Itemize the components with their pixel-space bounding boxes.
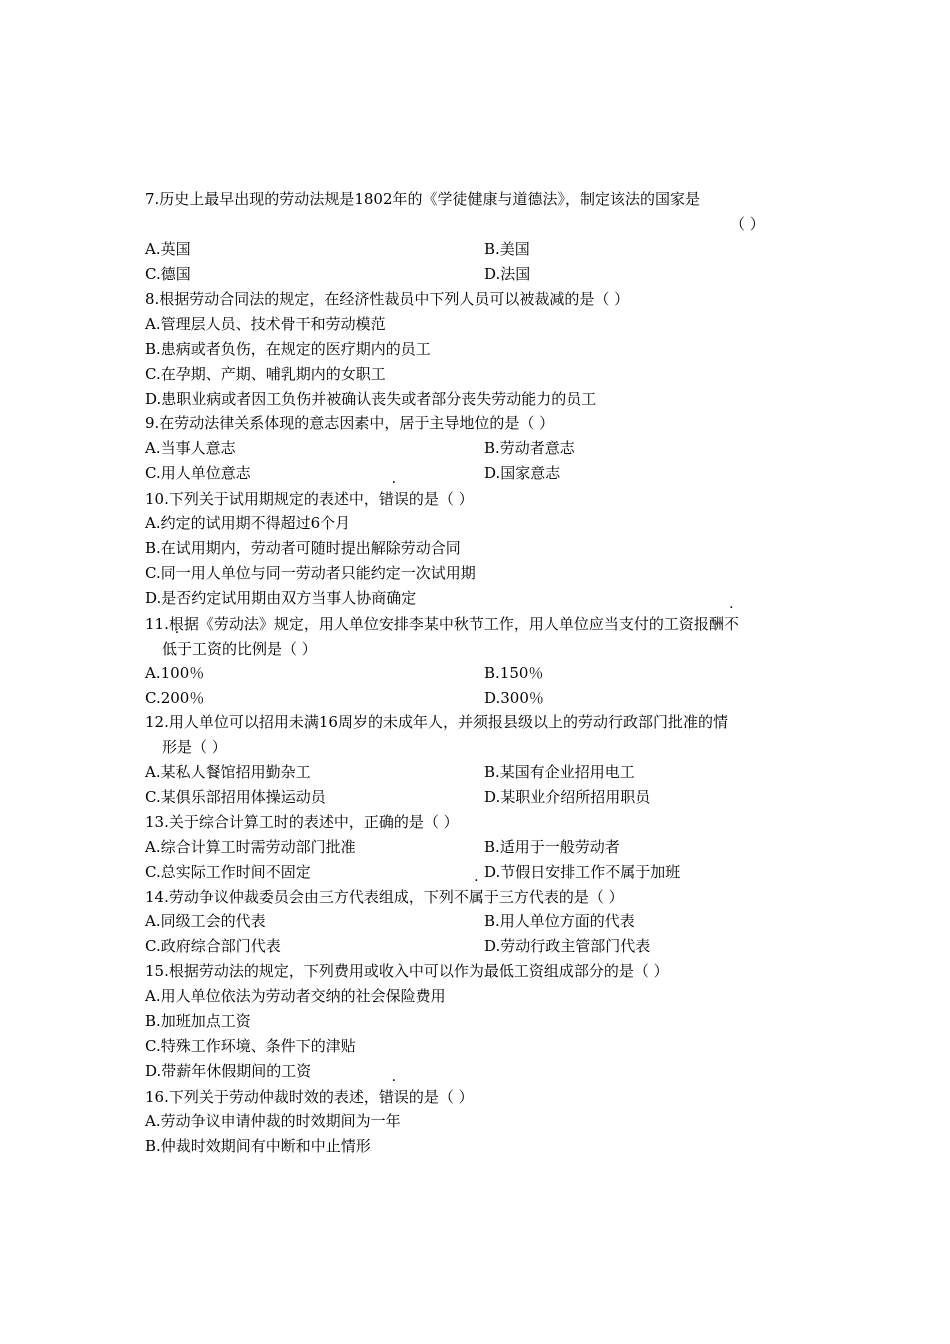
q11-stem-text: 11.根据《劳动法》规定，用人单位安排李某中秋节工作，用人单位应当支付的工资报酬 <box>145 615 724 633</box>
q7-answer-paren: （ ） <box>730 215 765 233</box>
q12-option-c: C.某俱乐部招用体操运动员 <box>145 788 326 806</box>
q16-stem <box>145 1087 474 1107</box>
q15-option-b: B.加班加点工资 <box>145 1012 251 1030</box>
q14-stem <box>145 887 624 907</box>
q15-option-a: A.用人单位依法为劳动者交纳的社会保险费用 <box>145 987 446 1005</box>
q12-option-a: A.某私人餐馆招用勤杂工 <box>145 763 311 781</box>
q14-option-c: C.政府综合部门代表 <box>145 937 281 955</box>
q13-stem: 13.关于综合计算工时的表述中，正确的是（ ） <box>145 813 459 831</box>
q11-stem-line1 <box>145 614 739 634</box>
q15-option-c: C.特殊工作环境、条件下的津贴 <box>145 1037 356 1055</box>
q16-stem-text-end: 的是（ ） <box>408 1088 474 1106</box>
q7-option-b: B.美国 <box>484 240 530 258</box>
q9-option-d: D.国家意志 <box>484 464 561 482</box>
q10-option-d: D.是否约定试用期由双方当事人协商确定 <box>145 589 417 607</box>
q10-emphasis: 错误 <box>378 490 409 508</box>
q12-stem-line2: 形是（ ） <box>162 738 227 756</box>
q8-option-b: B.患病或者负伤，在规定的医疗期内的员工 <box>145 340 431 358</box>
q7-option-d: D.法国 <box>484 265 531 283</box>
q11-stem-text-end: 工资的比例是（ ） <box>192 640 317 658</box>
q7-option-c: C.德国 <box>145 265 191 283</box>
q10-stem <box>145 489 474 509</box>
q11-emphasis-2: 低于 <box>162 640 193 658</box>
q8-stem: 8.根据劳动合同法的规定，在经济性裁员中下列人员可以被裁减的是（ ） <box>145 290 630 308</box>
q11-emphasis-1: 不 <box>723 615 739 633</box>
q15-option-d: D.带薪年休假期间的工资 <box>145 1062 312 1080</box>
q9-stem: 9.在劳动法律关系体现的意志因素中，居于主导地位的是（ ） <box>145 414 555 432</box>
q8-option-d: D.患职业病或者因工负伤并被确认丧失或者部分丧失劳动能力的员工 <box>145 390 597 408</box>
q10-stem-text-end: 的是（ ） <box>408 490 474 508</box>
q11-option-b: B.150％ <box>484 664 544 682</box>
q15-stem: 15.根据劳动法的规定，下列费用或收入中可以作为最低工资组成部分的是（ ） <box>145 962 669 980</box>
q13-option-b: B.适用于一般劳动者 <box>484 838 620 856</box>
q11-option-d: D.300％ <box>484 689 544 707</box>
q12-stem-line1: 12.用人单位可以招用未满16周岁的未成年人，并须报县级以上的劳动行政部门批准的情 <box>145 713 728 731</box>
q10-option-a: A.约定的试用期不得超过6个月 <box>145 514 351 532</box>
q13-option-c: C.总实际工作时间不固定 <box>145 863 311 881</box>
q9-option-c: C.用人单位意志 <box>145 464 251 482</box>
q14-option-d: D.劳动行政主管部门代表 <box>484 937 651 955</box>
q14-option-a: A.同级工会的代表 <box>145 912 266 930</box>
q14-option-b: B.用人单位方面的代表 <box>484 912 635 930</box>
q11-option-a: A.100％ <box>145 664 205 682</box>
q9-option-a: A.当事人意志 <box>145 439 236 457</box>
q12-option-d: D.某职业介绍所招用职员 <box>484 788 651 806</box>
q7-stem: 7.历史上最早出现的劳动法规是1802年的《学徒健康与道德法》，制定该法的国家是 <box>145 190 700 208</box>
q16-option-a: A.劳动争议申请仲裁的时效期间为一年 <box>145 1112 401 1130</box>
q16-stem-text: 16.下列关于劳动仲裁时效的表述， <box>145 1088 379 1106</box>
q16-emphasis: 错误 <box>378 1088 409 1106</box>
q14-stem-text-end: 三方代表的是（ ） <box>498 888 624 906</box>
q16-option-b: B.仲裁时效期间有中断和中止情形 <box>145 1137 371 1155</box>
q13-option-d: D.节假日安排工作不属于加班 <box>484 863 681 881</box>
q7-option-a: A.英国 <box>145 240 191 258</box>
q11-option-c: C.200％ <box>145 689 205 707</box>
q13-option-a: A.综合计算工时需劳动部门批准 <box>145 838 356 856</box>
q8-option-c: C.在孕期、产期、哺乳期内的女职工 <box>145 365 386 383</box>
q8-option-a: A.管理层人员、技术骨干和劳动模范 <box>145 315 386 333</box>
q10-stem-text: 10.下列关于试用期规定的表述中， <box>145 490 379 508</box>
q14-stem-text: 14.劳动争议仲裁委员会由三方代表组成，下列 <box>145 888 454 906</box>
q14-emphasis: 不属于 <box>453 888 499 906</box>
q11-stem-line2 <box>162 639 317 659</box>
q10-option-c: C.同一用人单位与同一劳动者只能约定一次试用期 <box>145 564 476 582</box>
q10-option-b: B.在试用期内，劳动者可随时提出解除劳动合同 <box>145 539 461 557</box>
q9-option-b: B.劳动者意志 <box>484 439 575 457</box>
q12-option-b: B.某国有企业招用电工 <box>484 763 635 781</box>
